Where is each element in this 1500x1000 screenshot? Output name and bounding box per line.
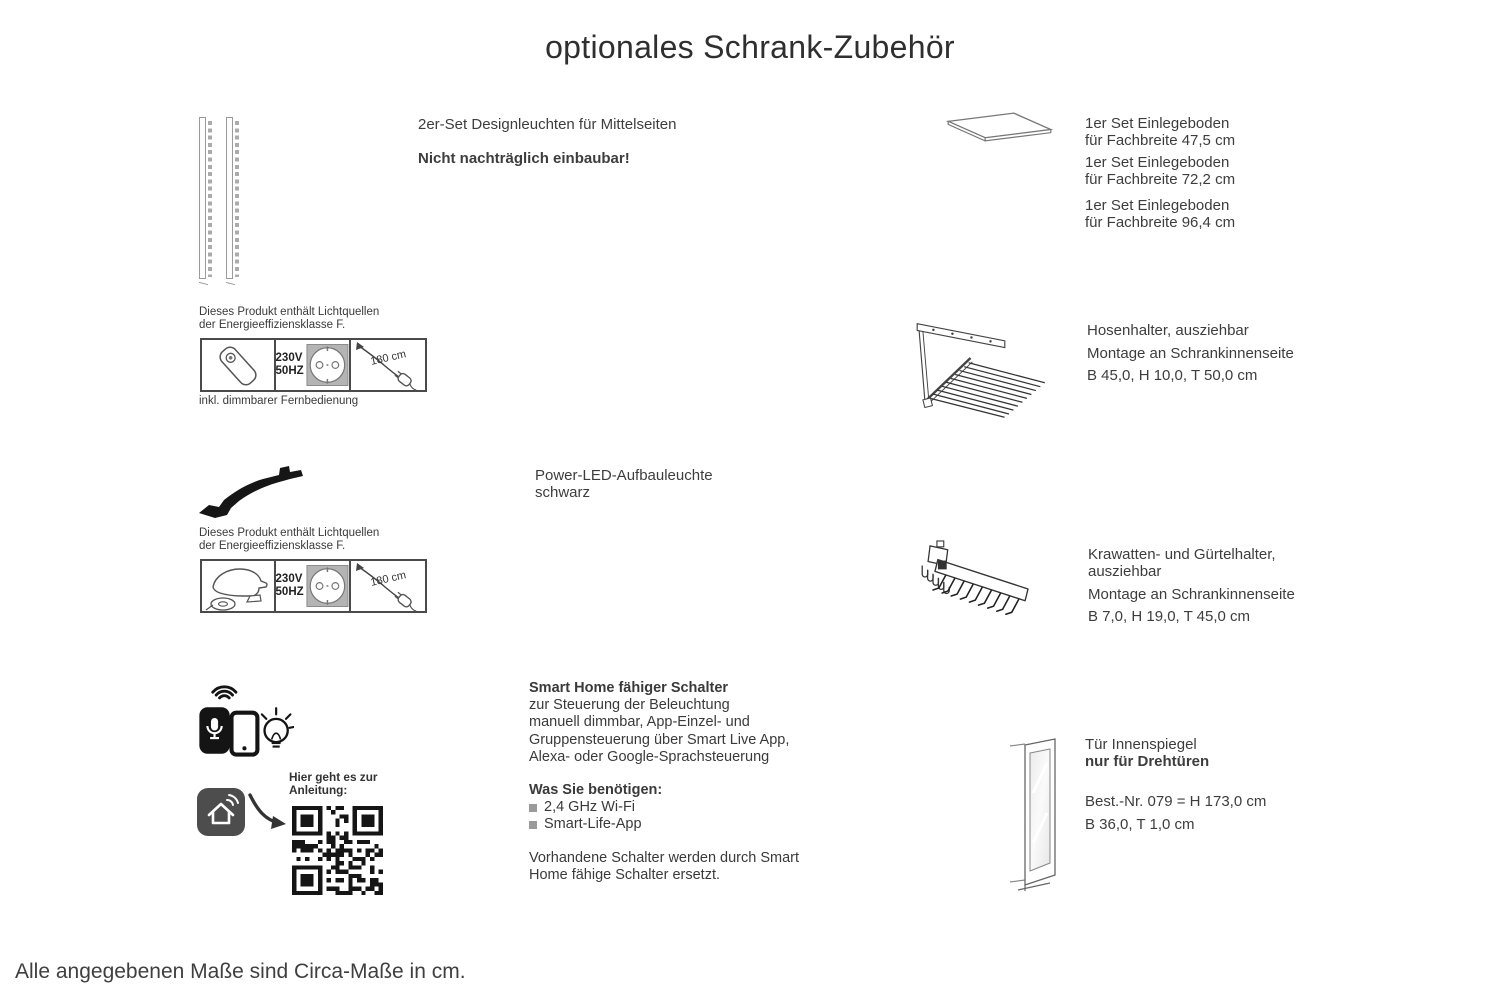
frequency-label: 50HZ: [275, 365, 304, 377]
mirror-text: Tür Innenspiegel nur für Drehtüren Best.-Nr. 079 = H 173,0 cm B 36,0, T 1,0 cm: [1085, 736, 1267, 833]
energy-label: [200, 559, 427, 613]
requirements-heading: Was Sie benötigen:: [529, 782, 663, 799]
tie-belt-rack-icon: [912, 540, 1050, 636]
qr-code: [292, 806, 383, 895]
smart-home-text: Smart Home fähiger Schalter zur Steuerung der Beleuchtung manuell dimmbar, App-Einzel- und Gruppensteuerung über Smart Live App, Alexa- oder Google-Sprachsteuerung Was Sie benötigen: 2,4 GHz Wi-Fi Smart-Life-App Vorhandene Schalter werden durch Smart Home fähige Schalter ersetzt.: [529, 680, 800, 883]
smart-life-app-icon: [196, 786, 246, 838]
page-title: optionales Schrank-Zubehör: [545, 29, 955, 65]
spotlight-icon: [202, 561, 276, 611]
design-lights-warning: Nicht nachträglich einbaubar!: [418, 150, 630, 167]
smart-home-heading: Smart Home fähiger Schalter: [529, 680, 729, 696]
arrow-icon: [245, 792, 289, 832]
frequency-label: 50HZ: [275, 586, 304, 598]
energy-note: Dieses Produkt enthält Lichtquellen der Energieeffiziensklasse F.: [199, 306, 380, 331]
shelf-option: 1er Set Einlegeboden für Fachbreite 47,5 cm: [1085, 115, 1236, 149]
mirror-door-icon: [1010, 733, 1072, 895]
power-led-label: Power-LED-Aufbauleuchte schwarz: [535, 467, 713, 501]
smart-home-devices-icon: [194, 676, 294, 760]
trouser-holder-text: Hosenhalter, ausziehbar Montage an Schrankinnenseite B 45,0, H 10,0, T 50,0 cm: [1087, 322, 1294, 384]
microphone-icon: [211, 718, 218, 731]
lightbulb-icon: [262, 708, 294, 746]
plug-cable-icon: [351, 561, 425, 611]
qr-caption: Hier geht es zur Anleitung:: [289, 770, 378, 797]
voice-speaker-icon: [199, 707, 229, 753]
footer-note: Alle angegebenen Maße sind Circa-Maße in cm.: [15, 960, 466, 983]
bullet-icon: [529, 821, 537, 829]
power-socket-icon: [306, 564, 349, 608]
energy-note: Dieses Produkt enthält Lichtquellen der Energieeffiziensklasse F.: [199, 527, 380, 552]
power-socket-icon: [306, 343, 349, 387]
bullet-icon: [529, 804, 537, 812]
tie-belt-holder-text: Krawatten- und Gürtelhalter, ausziehbar Montage an Schrankinnenseite B 7,0, H 19,0, T 45,0 cm: [1088, 546, 1295, 625]
power-led-icon: [193, 453, 313, 523]
shelf-option: 1er Set Einlegeboden für Fachbreite 96,4 cm: [1085, 197, 1236, 231]
shelf-option: 1er Set Einlegeboden für Fachbreite 72,2 cm: [1085, 154, 1236, 188]
cable-length-label: 180 cm: [369, 348, 408, 368]
plug-cable-icon: [351, 340, 425, 390]
requirement-item: 2,4 GHz Wi-Fi: [529, 799, 799, 816]
voltage-label: 230V: [275, 352, 303, 364]
voltage-label: 230V: [275, 573, 303, 585]
shelf-board-icon: [940, 108, 1058, 146]
design-lights-label: 2er-Set Designleuchten für Mittelseiten: [418, 116, 677, 133]
remote-note: inkl. dimmbarer Fernbedienung: [199, 395, 359, 407]
remote-icon: [202, 340, 276, 390]
trouser-rack-icon: [905, 318, 1057, 418]
led-strips-icon: [199, 117, 244, 287]
requirement-item: Smart-Life-App: [529, 816, 799, 833]
energy-label: [200, 338, 427, 392]
cable-length-label: 180 cm: [369, 569, 408, 589]
